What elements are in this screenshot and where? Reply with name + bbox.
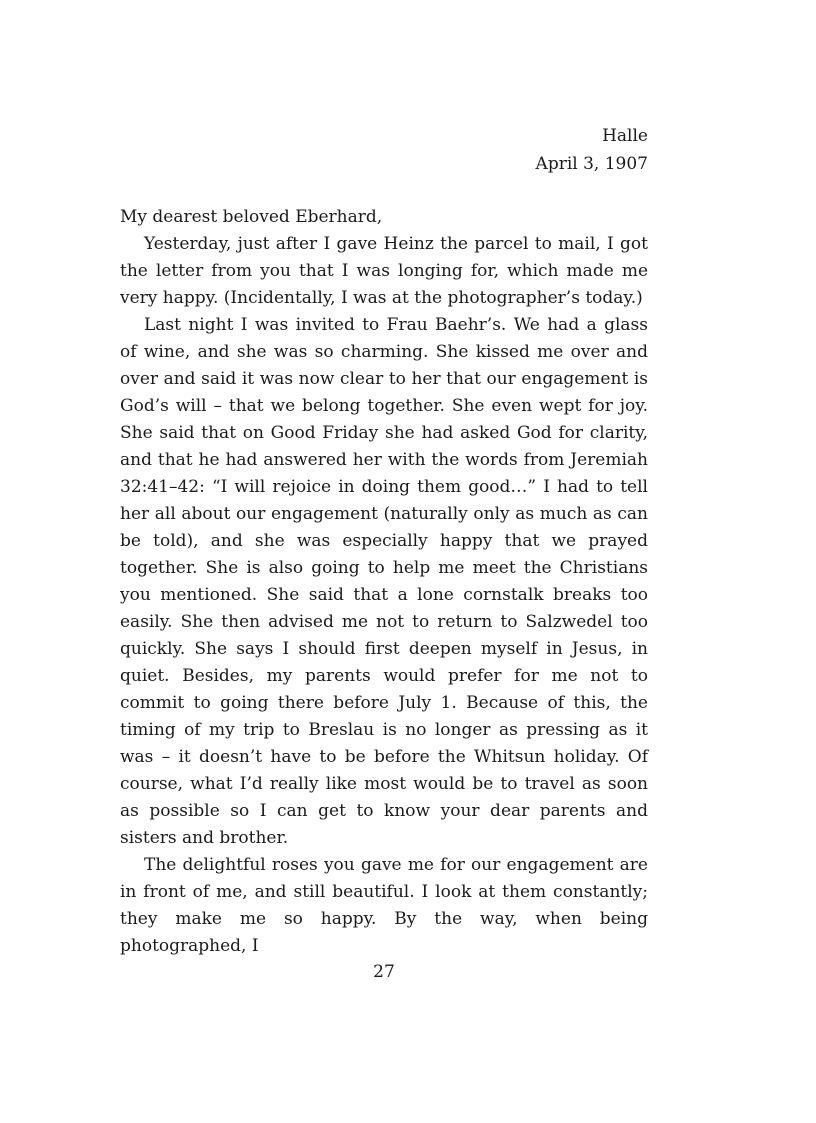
letter-date: April 3, 1907 (535, 154, 648, 174)
letter-body (120, 231, 648, 960)
paragraph-3: The delightful roses you gave me for our engagement are in front of me, and still beautiful. I look at them constantly; they make me so happy. By the way, when being photographed, I (120, 855, 648, 956)
letter-salutation: My dearest beloved Eberhard, (120, 207, 383, 227)
page-number: 27 (373, 962, 395, 982)
paragraph-1: Yesterday, just after I gave Heinz the parcel to mail, I got the letter from you that I was longing for, which made me very happy. (Incidentally, I was at the photographer’s today.) (120, 234, 648, 308)
paragraph-2: Last night I was invited to Frau Baehr’s. We had a glass of wine, and she was so charming. She kissed me over and over and said it was now clear to her that our engagement is God’s will – that we belong together. She even wept for joy. She said that on Good Friday she had asked God for clarity, and that he had answered her with the words from Jeremiah 32:41–42: “I will rejoice in doing them good…” I had to tell her all about our engagement (naturally only as much as can be told), and she was especially happy that we prayed together. She is also going to help me meet the Christians you mentioned. She said that a lone cornstalk breaks too easily. She then advised me not to return to Salzwedel too quickly. She says I should first deepen myself in Jesus, in quiet. Besides, my parents would prefer for me not to commit to going there before July 1. Because of this, the timing of my trip to Breslau is no longer as pressing as it was – it doesn’t have to be before the Whitsun holiday. Of course, what I’d really like most would be to travel as soon as possible so I can get to know your dear parents and sisters and brother. (120, 315, 648, 848)
letter-place: Halle (602, 126, 648, 146)
